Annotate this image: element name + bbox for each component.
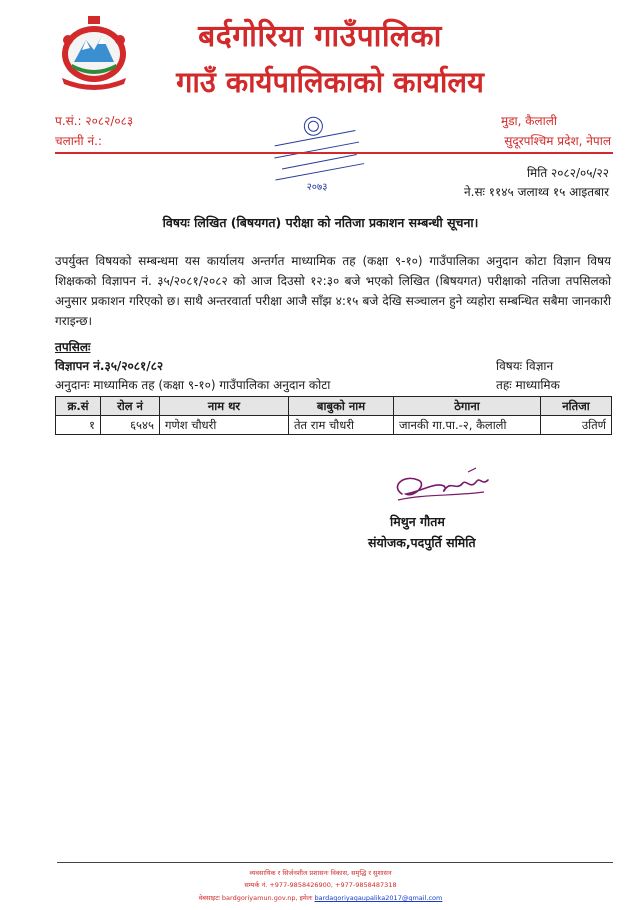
table-row <box>56 416 612 435</box>
municipality-title: बर्दगोरिया गाउँपालिका <box>198 19 442 54</box>
signatory-title: संयोजक,पदपुर्ति समिति <box>368 535 476 550</box>
footer-web-email <box>0 893 641 902</box>
footer-email-link[interactable]: bardagoriyagaupalika2017@gmail.com <box>314 894 443 902</box>
level-label: तहः माध्यामिक <box>496 378 560 392</box>
footer-contact: सम्पर्क नं. +977-9858426900, +977-9858487318 <box>244 881 397 889</box>
reference-number: प.सं.: २०८२/०८३ <box>55 114 134 128</box>
office-province: सुदूरपश्चिम प्रदेश, नेपाल <box>504 134 611 148</box>
signatory-name: मिथुन गौतम <box>390 514 445 529</box>
notice-subject: विषयः लिखित (बिषयगत) परीक्षा को नतिजा प्रकाशन सम्बन्धी सूचना। <box>162 215 479 230</box>
col-header-roll: रोल नं <box>101 397 160 416</box>
header-divider <box>55 152 613 154</box>
col-header-address: ठेगाना <box>394 397 541 416</box>
notice-body: उपर्युक्त विषयको सम्बन्धमा यस कार्यालय अन्तर्गत माध्यामिक तह (कक्षा ९-१०) गाउँपालिका अनुदान कोटा विज्ञान विषय शिक्षकको विज्ञापन नं. ३५/२०८१/२०८२ को आज दिउसो १२:३० बजे भएको लिखित (बिषयगत) परीक्षाको नतिजा तपसिलको अनुसार प्रकाशन गरिएको छ। साथै अन्तरवार्ता परीक्षा आजै साँझ ४:१५ बजे देखि सञ्चालन हुने व्यहोरा सम्बन्धित सबैमा जानकारी गराइन्छ। <box>55 254 611 328</box>
result-table <box>55 396 612 435</box>
cell-result: उतिर्ण <box>541 416 612 435</box>
nepal-sambat-date: ने.सः ११४५ जलाथ्व १५ आइतबार <box>463 185 609 199</box>
grant-line: अनुदानः माध्यामिक तह (कक्षा ९-१०) गाउँपालिका अनुदान कोटा <box>55 378 331 392</box>
footer-website: वेबसाइटः bardgoriyamun.gov.np, इमेलः <box>198 894 313 902</box>
cell-roll: ६५४५ <box>101 416 160 435</box>
dispatch-number: चलानी नं.: <box>55 134 102 148</box>
col-header-name: नाम थर <box>160 397 289 416</box>
table-header-row <box>56 397 612 416</box>
handwritten-signature <box>384 464 494 506</box>
office-title: गाउँ कार्यपालिकाको कार्यालय <box>176 65 484 99</box>
footer-slogan: व्यवसायिक र सिर्जनशील प्रशासनः विकास, समृद्धि र सुशासन <box>249 869 392 877</box>
cell-father: तेत राम चौधरी <box>289 416 394 435</box>
cell-name: गणेश चौधरी <box>160 416 289 435</box>
footer-divider <box>57 862 613 863</box>
subject-label: विषयः विज्ञान <box>496 359 554 373</box>
cell-address: जानकी गा.पा.-२, कैलाली <box>394 416 541 435</box>
details-heading: तपसिलः <box>55 340 91 354</box>
issue-date: मिति २०८२/०५/२२ <box>526 166 609 180</box>
col-header-serial: क्र.सं <box>56 397 101 416</box>
cell-serial: १ <box>56 416 101 435</box>
col-header-father: बाबुको नाम <box>289 397 394 416</box>
advertisement-number: विज्ञापन नं.३५/२०८१/८२ <box>55 359 164 373</box>
office-location: मुडा, कैलाली <box>500 114 557 128</box>
col-header-result: नतिजा <box>541 397 612 416</box>
svg-text:२०७३: २०७३ <box>306 182 328 193</box>
nepal-emblem-logo <box>52 12 136 92</box>
